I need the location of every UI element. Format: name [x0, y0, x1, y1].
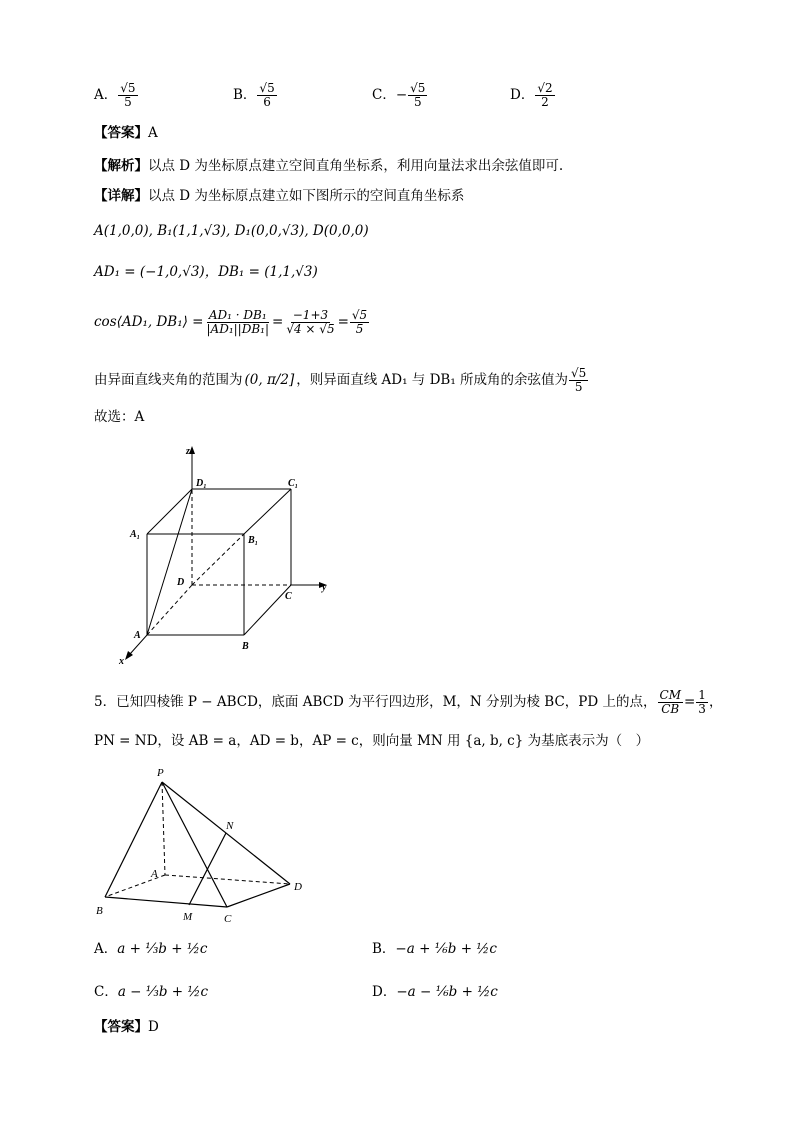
label-c: C — [224, 913, 232, 925]
analysis-tag: 【解析】 — [94, 158, 148, 174]
option-label: D． — [372, 984, 397, 1000]
cos-result-den: 5 — [355, 321, 364, 336]
q4-coords-line: A(1,0,0), B₁(1,1,√3), D₁(0,0,√3), D(0,0,0) — [94, 223, 369, 239]
edge-p-c — [162, 782, 227, 907]
cube-figure — [110, 442, 340, 672]
option-den: 5 — [413, 95, 422, 109]
label-b: B — [242, 641, 249, 652]
option-label: C． — [372, 87, 396, 103]
edge-b1-c1 — [244, 489, 291, 534]
hidden-edge-a-d — [147, 585, 192, 635]
cos-frac1-num: AD₁ · DB₁ — [208, 307, 267, 322]
q5-option-d — [372, 983, 498, 1001]
edge-b-c — [244, 585, 291, 635]
option-label: B． — [372, 941, 396, 957]
option-label: A． — [94, 87, 118, 103]
cos-lhs: cos⟨AD₁, DB₁⟩ = — [94, 314, 204, 330]
label-m: M — [183, 911, 193, 923]
range-interval: (0, π/2] — [244, 372, 295, 388]
option-label: D． — [510, 87, 535, 103]
label-n: N — [226, 820, 234, 832]
cos-frac2-num: −1+3 — [292, 307, 329, 322]
label-z: z — [186, 446, 190, 457]
q4-choose-line: 故选：A — [94, 409, 145, 425]
q4-option-a — [94, 82, 139, 109]
q4-vectors-line: AD₁ = (−1,0,√3)，DB₁ = (1,1,√3) — [94, 264, 318, 280]
edge-c-d — [227, 884, 290, 907]
option-label: A． — [94, 941, 118, 957]
answer-tag: 【答案】 — [94, 125, 148, 141]
option-den: 6 — [263, 95, 271, 109]
segment-d-b1 — [192, 534, 244, 585]
option-den: 5 — [124, 95, 132, 109]
q4-cosine-line: cos⟨AD₁, DB₁⟩ = $\frac{\text{AD₁ · DB₁}}{\text{|AD₁||DB₁|}}$ = $\frac{-1+3}{√4 \times √5}$ = $\frac{√5}{5}$ — [94, 307, 368, 336]
detail-tag: 【详解】 — [94, 188, 148, 204]
vec-db1: DB₁ = (1,1,√3) — [218, 264, 318, 280]
cos-frac2-den: √4 × √5 — [286, 321, 335, 336]
q5-stem-a: 5．已知四棱锥 P − ABCD，底面 ABCD 为平行四边形，M，N 分别为棱 BC，PD 上的点， — [94, 694, 657, 710]
option-text: a − ⅓b + ½c — [117, 984, 209, 1000]
q5-option-b — [372, 940, 497, 958]
option-text: a + ⅓b + ½c — [117, 941, 208, 957]
option-text: −a − ⅙b + ½c — [396, 984, 498, 1000]
label-d1: D₁ — [196, 478, 207, 489]
q5-stem-line2: PN = ND，设 AB = a，AD = b，AP = c，则向量 MN 用 {a, b, c} 为基底表示为（ ） — [94, 733, 650, 749]
option-text: −a + ⅙b + ½c — [395, 941, 497, 957]
q4-answer-line — [94, 124, 158, 142]
ratio-val-den: 3 — [698, 701, 706, 716]
label-p: P — [157, 767, 164, 779]
range-result-den: 5 — [574, 379, 583, 394]
pyramid-figure — [92, 762, 312, 932]
q5-option-a — [94, 940, 207, 958]
q4-option-b — [233, 82, 278, 109]
answer-tag: 【答案】 — [94, 1019, 148, 1035]
cos-frac1-den: |AD₁||DB₁| — [206, 321, 270, 336]
option-label: C． — [94, 984, 118, 1000]
option-num: √5 — [120, 81, 136, 95]
edge-b-c — [105, 897, 227, 907]
q4-analysis-line — [94, 157, 563, 175]
option-num: √2 — [537, 81, 553, 95]
label-a1: A₁ — [130, 529, 141, 540]
ratio-den: CB — [661, 701, 680, 716]
answer-value: D — [148, 1019, 159, 1035]
q5-stem-line1: 5．已知四棱锥 P − ABCD，底面 ABCD 为平行四边形，M，N 分别为棱 BC，PD 上的点， $\frac{CM}{CB}$ = $\frac{1}{3}$ ， — [94, 687, 723, 716]
cos-result-num: √5 — [351, 307, 368, 322]
q5-option-c — [94, 983, 208, 1001]
range-text-b: ，则异面直线 AD₁ 与 DB₁ 所成角的余弦值为 — [296, 372, 569, 388]
label-a: A — [134, 630, 141, 641]
option-sign: − — [395, 87, 408, 103]
q4-range-line — [94, 360, 589, 400]
q4-option-c — [372, 82, 428, 109]
detail-text: 以点 D 为坐标原点建立如下图所示的空间直角坐标系 — [148, 188, 465, 204]
option-num: √5 — [410, 81, 426, 95]
label-c: C — [285, 591, 292, 602]
q4-options-row — [94, 78, 714, 118]
range-result-num: √5 — [571, 365, 587, 380]
ratio-num: CM — [659, 687, 681, 702]
label-d: D — [177, 577, 185, 588]
q4-detail-line — [94, 187, 464, 205]
option-num: √5 — [259, 81, 275, 95]
label-b1: B₁ — [248, 535, 259, 546]
q5-answer-line — [94, 1018, 159, 1036]
q4-option-d — [510, 82, 556, 109]
hidden-edge-a-d — [165, 875, 290, 884]
label-a: A — [151, 868, 158, 880]
label-y: y — [322, 582, 327, 593]
label-d: D — [294, 881, 302, 893]
label-b: B — [96, 905, 103, 917]
hidden-edge-p-a — [162, 782, 165, 875]
label-c1: C₁ — [288, 478, 299, 489]
vec-ad1: AD₁ = (−1,0,√3) — [94, 264, 205, 280]
option-label: B． — [233, 87, 257, 103]
range-text-a: 由异面直线夹角的范围为 — [94, 372, 243, 388]
analysis-text: 以点 D 为坐标原点建立空间直角坐标系，利用向量法求出余弦值即可. — [148, 158, 564, 174]
answer-value: A — [148, 125, 158, 141]
option-den: 2 — [541, 95, 549, 109]
label-x: x — [119, 656, 124, 667]
ratio-val-num: 1 — [698, 687, 706, 702]
